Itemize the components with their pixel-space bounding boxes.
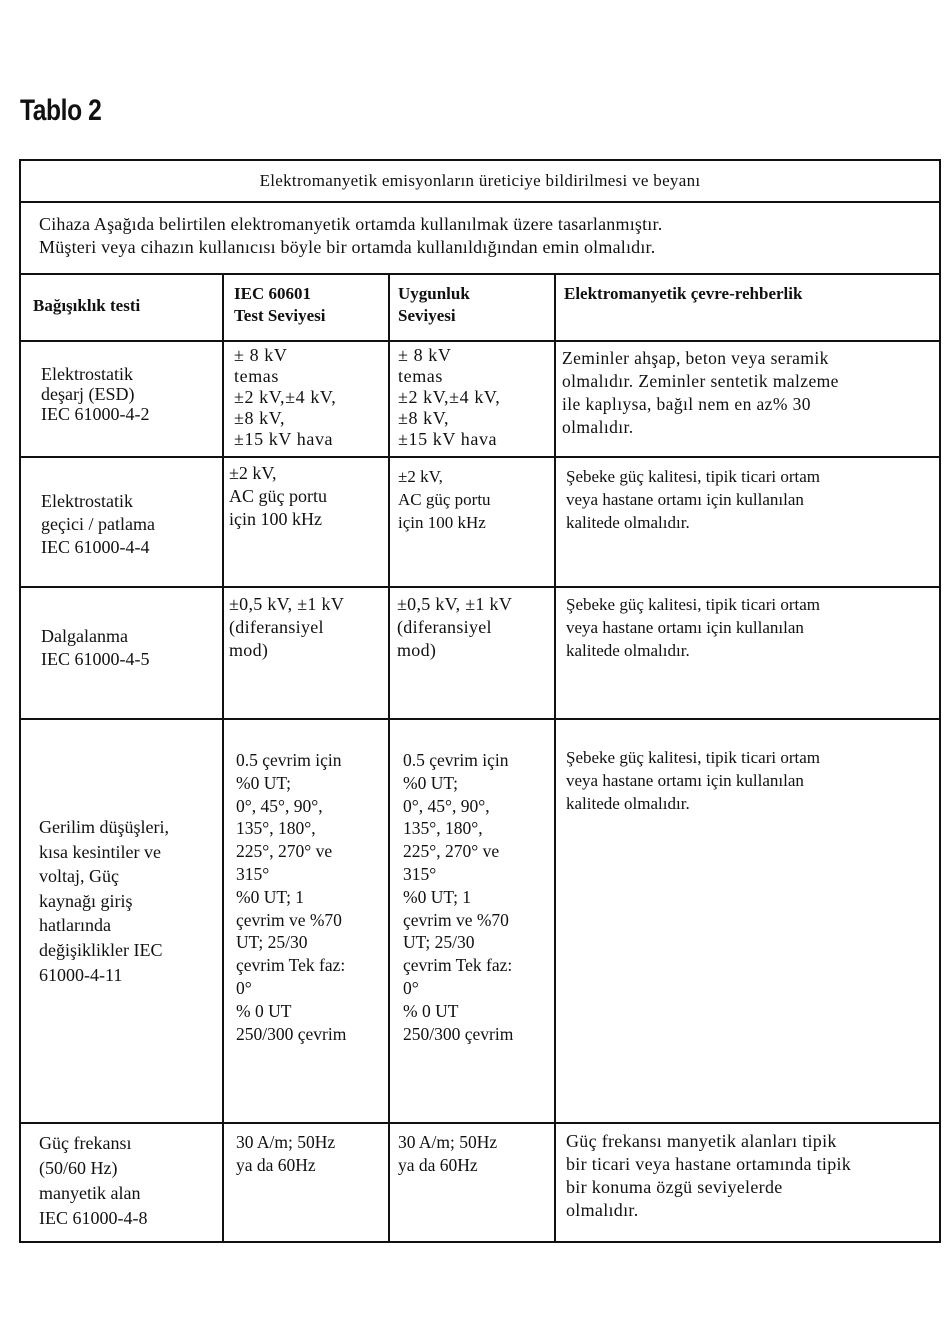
cell-compliance: ±0,5 kV, ±1 kV (diferansiyel mod) [389, 587, 555, 719]
page-title: Tablo 2 [20, 94, 102, 127]
cell-iec: 0.5 çevrim için %0 UT; 0°, 45°, 90°, 135°, 180°, 225°, 270° ve 315° %0 UT; 1 çevrim ve %70 UT; 25/30 çevrim Tek faz: 0° % 0 UT 250/300 çevrim [223, 719, 389, 1123]
header-compliance: Uygunluk Seviyesi [389, 275, 555, 341]
intro-line: Cihaza Aşağıda belirtilen elektromanyetik ortamda kullanılmak üzere tasarlanmıştır. [39, 214, 663, 234]
data-table [21, 275, 939, 1241]
cell-compliance: 30 A/m; 50Hz ya da 60Hz [389, 1123, 555, 1241]
cell-compliance: 0.5 çevrim için %0 UT; 0°, 45°, 90°, 135°, 180°, 225°, 270° ve 315° %0 UT; 1 çevrim ve %70 UT; 25/30 çevrim Tek faz: 0° % 0 UT 250/300 çevrim [389, 719, 555, 1123]
header-guidance: Elektromanyetik çevre-rehberlik [555, 275, 939, 341]
cell-guidance: Şebeke güç kalitesi, tipik ticari ortam veya hastane ortamı için kullanılan kalitede olmalıdır. [555, 719, 939, 1123]
cell-test: Elektrostatik deşarj (ESD) IEC 61000-4-2 [21, 341, 223, 457]
header-row [21, 275, 939, 341]
table-row [21, 1123, 939, 1241]
intro-line: Müşteri veya cihazın kullanıcısı böyle bir ortamda kullanıldığından emin olmalıdır. [39, 237, 656, 257]
cell-test: Elektrostatik geçici / patlama IEC 61000-4-4 [21, 457, 223, 587]
cell-compliance: ±2 kV, AC güç portu için 100 kHz [389, 457, 555, 587]
header-test: Bağışıklık testi [21, 275, 223, 341]
table-row [21, 587, 939, 719]
cell-test: Dalgalanma IEC 61000-4-5 [21, 587, 223, 719]
cell-guidance: Şebeke güç kalitesi, tipik ticari ortam veya hastane ortamı için kullanılan kalitede olmalıdır. [555, 587, 939, 719]
cell-iec: 30 A/m; 50Hz ya da 60Hz [223, 1123, 389, 1241]
cell-test: Gerilim düşüşleri, kısa kesintiler ve voltaj, Güç kaynağı giriş hatlarında değişiklikler IEC 61000-4-11 [21, 719, 223, 1123]
cell-iec: ± 8 kV temas ±2 kV,±4 kV, ±8 kV, ±15 kV hava [223, 341, 389, 457]
cell-iec: ±2 kV, AC güç portu için 100 kHz [223, 457, 389, 587]
cell-guidance: Güç frekansı manyetik alanları tipik bir ticari veya hastane ortamında tipik bir konuma özgü seviyelerde olmalıdır. [566, 1131, 852, 1220]
cell-iec: ±0,5 kV, ±1 kV (diferansiyel mod) [223, 587, 389, 719]
cell-test: Güç frekansı (50/60 Hz) manyetik alan IEC 61000-4-8 [21, 1123, 223, 1241]
immunity-table [19, 159, 941, 1243]
header-iec: IEC 60601 Test Seviyesi [223, 275, 389, 341]
table-row [21, 719, 939, 1123]
cell-compliance: ± 8 kV temas ±2 kV,±4 kV, ±8 kV, ±15 kV hava [389, 341, 555, 457]
table-caption: Elektromanyetik emisyonların üreticiye bildirilmesi ve beyanı [21, 161, 939, 203]
cell-guidance: Zeminler ahşap, beton veya seramik olmalıdır. Zeminler sentetik malzeme ile kaplıysa, bağıl nem en az% 30 olmalıdır. [555, 341, 939, 457]
table-row [21, 341, 939, 457]
cell-guidance: Şebeke güç kalitesi, tipik ticari ortam veya hastane ortamı için kullanılan kalitede olmalıdır. [555, 457, 939, 587]
table-row [21, 457, 939, 587]
intro-text [21, 203, 939, 275]
